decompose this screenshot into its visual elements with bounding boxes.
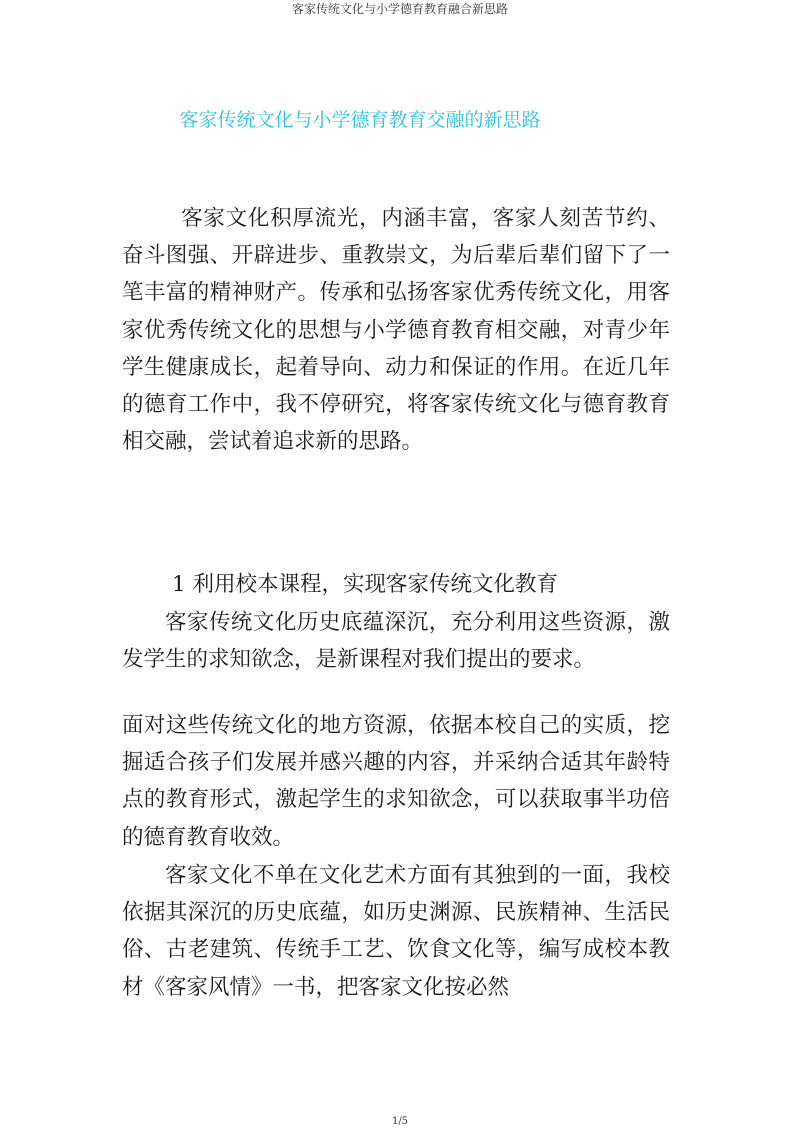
- running-header: 客家传统文化与小学德育教育融合新思路: [291, 2, 508, 16]
- page-number: 1/5: [391, 1116, 409, 1127]
- body-paragraph: 客家传统文化历史底蕴深沉，充分利用这些资源，激发学生的求知欲念，是新课程对我们提出的要求。: [122, 610, 670, 673]
- body-paragraph: 面对这些传统文化的地方资源，依据本校自己的实质，挖掘适合孩子们发展并感兴趣的内容，并采纳合适其年龄特点的教育形式，激起学生的求知欲念，可以获取事半功倍的德育教育收效。: [122, 713, 670, 850]
- section-heading: 1 利用校本课程，实现客家传统文化教育: [172, 572, 559, 597]
- intro-paragraph: 客家文化积厚流光，内涵丰富，客家人刻苦节约、奋斗图强、开辟进步、重教崇文，为后辈后辈们留下了一笔丰富的精神财产。传承和弘扬客家优秀传统文化，用客家优秀传统文化的思想与小学德育教育相交融，对青少年学生健康成长，起着导向、动力和保证的作用。在近几年的德育工作中，我不停研究，将客家传统文化与德育教育相交融，尝试着追求新的思路。: [122, 206, 670, 455]
- document-title: 客家传统文化与小学德育教育交融的新思路: [179, 109, 541, 131]
- body-paragraph: 客家文化不单在文化艺术方面有其独到的一面，我校依据其深沉的历史底蕴，如历史渊源、民族精神、生活民俗、古老建筑、传统手工艺、饮食文化等，编写成校本教材《客家风情》一书，把客家文化按必然: [122, 863, 670, 1000]
